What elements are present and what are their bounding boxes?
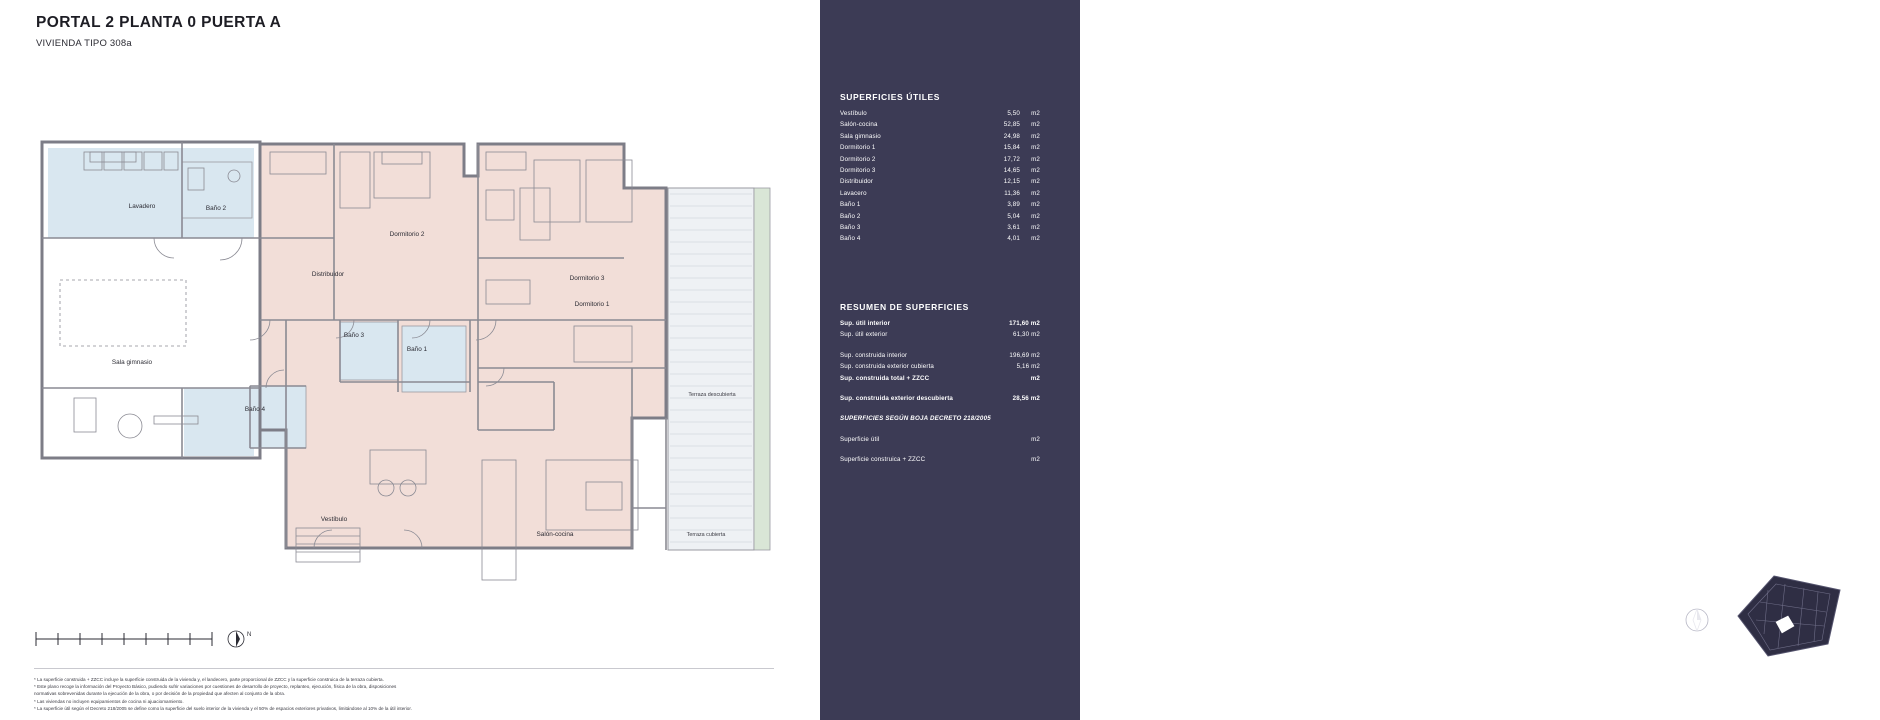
surface-label: Baño 1 <box>840 201 861 209</box>
key-plan <box>1660 560 1880 680</box>
room-label-vestibulo: Vestíbulo <box>320 516 348 523</box>
page-title: PORTAL 2 PLANTA 0 PUERTA A <box>36 14 282 31</box>
summary-label: Sup. construida exterior descubierta <box>840 395 954 403</box>
room-label-terraza-cubierta: Terraza cubierta <box>686 532 726 538</box>
surface-label: Baño 3 <box>840 224 861 232</box>
summary-value: 196,69 m2 <box>1009 351 1040 359</box>
summary-value: m2 <box>1031 456 1040 464</box>
room-label-bano-2: Baño 2 <box>205 205 227 212</box>
summary-value: 171,60 m2 <box>1009 320 1040 327</box>
surface-unit: m2 <box>1031 144 1040 152</box>
summary-value: 28,56 m2 <box>1012 395 1040 403</box>
summary-value: m2 <box>1031 435 1040 443</box>
summary-row <box>840 413 1040 424</box>
surface-row <box>840 108 1040 119</box>
surface-row <box>840 199 1040 210</box>
surface-label: Dormitorio 3 <box>840 167 876 175</box>
surface-unit: m2 <box>1031 167 1040 175</box>
surfaces-title: SUPERFICIES ÚTILES <box>840 92 941 102</box>
summary-value: 5,16 m2 <box>1016 363 1040 371</box>
surface-value: 15,84 <box>1003 144 1020 152</box>
surface-value: 11,36 <box>1004 189 1020 197</box>
summary-row <box>840 393 1040 404</box>
surface-unit: m2 <box>1031 201 1040 209</box>
footer-note-1: * La superficie construida + ZZCC incluye la superficie construida de la vivienda y, el landecero, parte proporcional de ZZCC y la superficie construica de la terraza cubierta. <box>34 677 384 682</box>
footer-note-4: * Las viviendas no incluyen equipamientos de cocina ni ajuaciomamiento. <box>34 698 184 704</box>
surface-row <box>840 165 1040 176</box>
compass-north-label-small: N <box>1694 598 1700 604</box>
surface-unit: m2 <box>1031 224 1040 232</box>
surface-label: Baño 4 <box>840 235 861 243</box>
surface-value: 3,61 <box>1007 224 1020 232</box>
room-label-bano-3: Baño 3 <box>343 332 365 339</box>
summary-label: Superficie construica + ZZCC <box>840 456 926 464</box>
surface-unit: m2 <box>1031 212 1040 220</box>
surface-row <box>840 142 1040 153</box>
surface-row <box>840 176 1040 187</box>
page-subtitle: VIVIENDA TIPO 308a <box>36 38 132 49</box>
footer-divider <box>34 668 774 669</box>
surface-row <box>840 119 1040 130</box>
summary-label: Sup. construida total + ZZCC <box>840 374 930 382</box>
surface-value: 17,72 <box>1003 155 1020 163</box>
surface-unit: m2 <box>1031 189 1040 197</box>
surface-unit: m2 <box>1031 110 1040 117</box>
surface-unit: m2 <box>1031 132 1040 140</box>
surface-label: Sala gimnasio <box>840 132 881 140</box>
surface-value: 5,04 <box>1007 212 1020 220</box>
floor-plan <box>34 130 794 580</box>
summary-row <box>840 361 1040 372</box>
surface-unit: m2 <box>1031 121 1040 129</box>
scale-bar <box>34 630 214 648</box>
summary-label: Superficie útil <box>840 435 880 443</box>
room-label-dormitorio-2: Dormitorio 2 <box>389 231 425 238</box>
surface-label: Distribuidor <box>840 178 874 186</box>
info-panel <box>820 0 1714 720</box>
surface-unit: m2 <box>1031 235 1040 243</box>
key-plan-label: Planta Baja <box>1680 574 1714 580</box>
surface-value: 3,89 <box>1007 201 1020 209</box>
summary-row <box>840 434 1040 445</box>
surface-label: Lavacero <box>840 189 867 197</box>
surface-value: 24,98 <box>1003 132 1020 140</box>
surface-value: 12,15 <box>1003 178 1020 186</box>
surface-unit: m2 <box>1031 155 1040 163</box>
footer-note-5: * La superficie útil según el Decreto 218/2005 se define como la superficie del suelo interior de la vivienda y el 50% de espacios exteriores privativos, limitándose al 10% de la útil interior. <box>34 705 412 711</box>
title-block <box>36 14 281 49</box>
key-plan-compass-icon <box>1680 598 1714 642</box>
summary-row <box>840 350 1040 361</box>
summary-label: Sup. útil exterior <box>840 331 888 339</box>
summary-list <box>840 318 1040 466</box>
room-label-dormitorio-1: Dormitorio 1 <box>574 301 610 308</box>
compass-north-label: N <box>247 632 252 638</box>
key-plan-diagram <box>1730 560 1850 665</box>
summary-label: Sup. útil interior <box>840 320 891 327</box>
room-label-bano-1: Baño 1 <box>406 346 428 353</box>
surface-value: 14,65 <box>1003 167 1020 175</box>
surface-row <box>840 222 1040 233</box>
surface-row <box>840 233 1040 244</box>
surface-row <box>840 154 1040 165</box>
surface-value: 52,85 <box>1003 121 1020 129</box>
surface-value: 4,01 <box>1007 235 1020 243</box>
summary-row <box>840 329 1040 340</box>
plan-fills <box>40 138 770 550</box>
room-label-terraza-descubierta: Terraza descubierta <box>688 392 736 398</box>
summary-row <box>840 454 1040 465</box>
room-label-bano-4: Baño 4 <box>244 406 266 413</box>
summary-value: 61,30 m2 <box>1013 331 1040 339</box>
summary-row <box>840 318 1040 329</box>
surface-value: 5,50 <box>1007 110 1020 117</box>
surface-unit: m2 <box>1031 178 1040 186</box>
surface-label: Baño 2 <box>840 212 861 220</box>
room-label-dormitorio-3: Dormitorio 3 <box>569 275 605 282</box>
room-label-lavadero: Lavadero <box>128 203 156 210</box>
surface-label: Salón-cocina <box>840 121 878 129</box>
summary-row <box>840 373 1040 384</box>
summary-label: Sup. construida interior <box>840 351 908 359</box>
surface-row <box>840 188 1040 199</box>
surface-label: Vestíbulo <box>840 110 867 117</box>
footer-note-3: normativas sobrevenidas durante la ejecución de la obra, o por decisión de la propiedad que afecten al conjunto de la obra. <box>34 691 286 697</box>
footer-notes <box>34 676 774 712</box>
footer-note-2: * Este plano recoge la información del Proyecto Básico, pudiendo sufrir variaciones por cuestiones de desarrollo de proyecto, replanteo, ejecución, física de la obra, disposiciones <box>34 684 397 690</box>
compass-icon <box>224 626 256 652</box>
room-label-sala-gimnasio: Sala gimnasio <box>111 359 153 366</box>
room-label-distribuidor: Distribuidor <box>311 271 345 278</box>
summary-title: RESUMEN DE SUPERFICIES <box>840 302 969 312</box>
surface-row <box>840 131 1040 142</box>
surface-label: Dormitorio 2 <box>840 155 876 163</box>
room-label-salon-cocina: Salón-cocina <box>536 531 574 538</box>
summary-value: m2 <box>1030 374 1040 382</box>
summary-label: Sup. construida exterior cubierta <box>840 363 935 371</box>
surfaces-list <box>840 108 1040 245</box>
summary-label: SUPERFICIES SEGÚN BOJA DECRETO 218/2005 <box>840 415 991 423</box>
floor-plan-svg <box>34 130 794 580</box>
surface-row <box>840 211 1040 222</box>
surface-label: Dormitorio 1 <box>840 144 876 152</box>
